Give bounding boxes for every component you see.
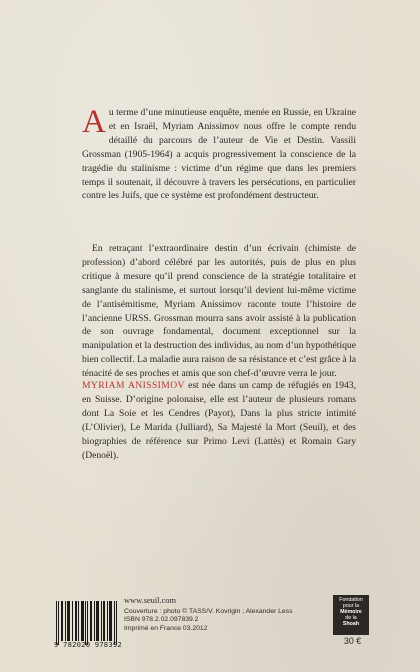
author-name: MYRIAM ANISSIMOV (82, 380, 185, 391)
dropcap-letter: A (82, 104, 106, 140)
foundation-logo-line: Shoah (342, 621, 360, 628)
cover-credit: Couverture : photo © TASS/V. Kovrigin ; Alexander Less (124, 607, 293, 615)
foundation-logo-line: Fondation (339, 597, 363, 603)
summary-text-1: u terme d’une minutieuse enquête, menée en Russie, en Ukraine et en Israël, Myriam Anissimov nous offre le compte rendu détaillé du parcours de l’auteur de Vie et Destin. Vassili Grossman (1905-1964) a acquis progressivement la conscience de la tragédie du stalinisme : victime d’un régime que dans les premiers temps il soutenait, il découvre à travers les persécutions, en particulier contre les Juifs, que ce système est profondément destructeur. (82, 107, 356, 202)
isbn: ISBN 978.2.02.097839.2 (124, 616, 199, 624)
print-info: Imprimé en France 03.2012 (124, 624, 208, 632)
price-label: 30 € (344, 636, 362, 646)
author-bio-text: est née dans un camp de réfugiés en 1943, en Suisse. D’origine polonaise, elle est l’auteur de plusieurs romans dont La Soie et les Cendres (Payot), Dans la plus stricte intimité (L’Olivier), Le Marida (Julliard), Sa Majesté la Mort (Seuil), et des biographies de référence sur Primo Levi (Lattès) et Romain Gary (Denoël). (82, 380, 356, 461)
publisher-info (124, 597, 304, 633)
barcode-icon (54, 601, 120, 645)
summary-paragraph-2 (82, 242, 356, 381)
publisher-website: www.seuil.com (124, 596, 177, 605)
summary-text-2: En retraçant l’extraordinaire destin d’un écrivain (chimiste de profession) d’abord célébré par les autorités, puis de plus en plus critique à mesure qu’il prend conscience de la stratégie totalitaire et sanglante du stalinisme, et surtout lorsqu’il devient lui-même victime de l’antisémitisme, Myriam Anissimov raconte toute l’histoire de l’ancienne URSS. Grossman mourra sans avoir assisté à la publication de son ouvrage fondamental, document exceptionnel sur la manipulation et la destruction des individus, au nom d’un hypothétique bien collectif. La maladie aura raison de sa résistance et c’est grâce à la ténacité de ses proches et amis que son chef-d’œuvre verra le jour. (82, 243, 356, 380)
foundation-logo-line: Mémoire (340, 609, 362, 616)
summary-paragraph-1 (82, 106, 356, 203)
foundation-logo (333, 595, 369, 635)
author-bio (82, 379, 356, 462)
foundation-logo-line: de la (345, 615, 357, 622)
foundation-logo-line: pour la (342, 603, 360, 610)
barcode-digits: 9 782020 978392 (54, 640, 122, 649)
